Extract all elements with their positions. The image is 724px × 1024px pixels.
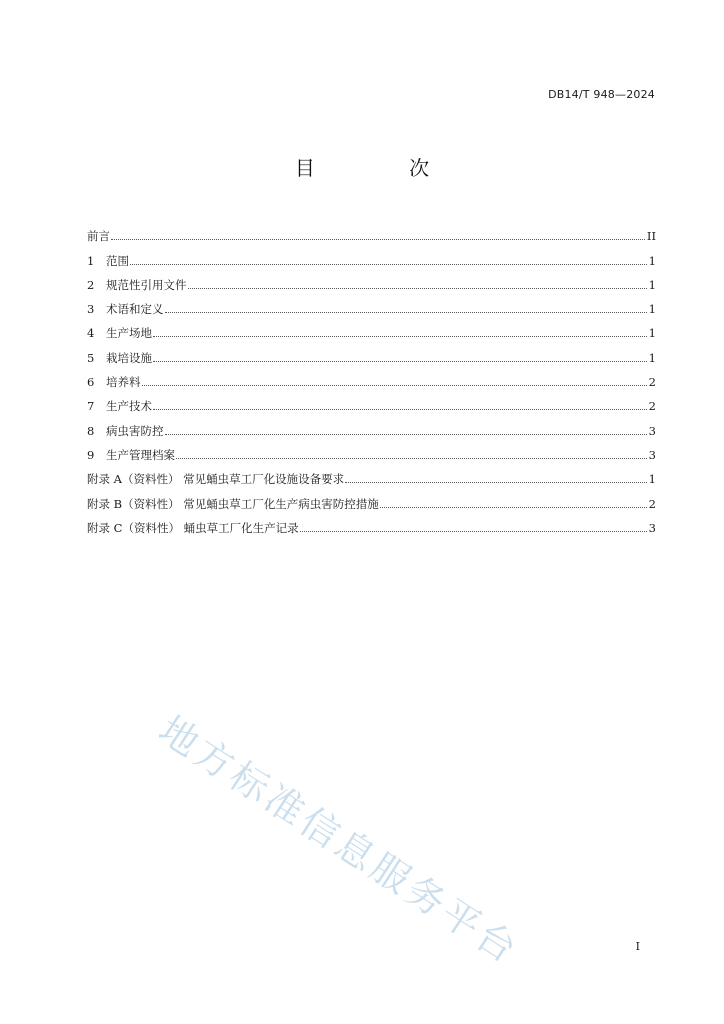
toc-dot-leader	[345, 482, 647, 483]
toc-entry-label: 术语和定义	[106, 302, 164, 317]
toc-entry-terms-definitions[interactable]	[87, 292, 656, 316]
toc-entry-page: 3	[648, 447, 656, 462]
toc-dot-leader	[380, 507, 647, 508]
toc-dot-leader	[111, 239, 645, 240]
watermark: 地方标准信息服务平台	[151, 707, 528, 974]
toc-entry-number: 9	[87, 447, 95, 462]
toc-entry-page: 1	[648, 350, 656, 365]
toc-entry-page: 1	[648, 472, 656, 487]
toc-entry-label: 范围	[106, 253, 129, 268]
toc-entry-appendix-b[interactable]	[87, 486, 656, 510]
toc-entry-label: 附录 A（资料性） 常见蛹虫草工厂化设施设备要求	[87, 472, 345, 487]
toc-entry-number: 5	[87, 350, 95, 365]
toc-entry-page: 1	[648, 253, 656, 268]
toc-dot-leader	[165, 312, 647, 313]
toc-entry-page: 2	[648, 496, 656, 511]
toc-entry-label: 规范性引用文件	[106, 277, 187, 292]
table-of-contents	[87, 219, 656, 535]
toc-entry-number: 6	[87, 375, 95, 390]
toc-entry-label: 培养料	[106, 375, 141, 390]
toc-entry-page: 2	[648, 399, 656, 414]
toc-dot-leader	[300, 531, 647, 532]
toc-entry-page: 3	[648, 423, 656, 438]
toc-entry-label: 前言	[87, 229, 110, 244]
toc-entry-number: 3	[87, 302, 95, 317]
toc-dot-leader	[176, 458, 647, 459]
standard-code: DB14/T 948—2024	[548, 88, 655, 101]
page-title: 目 次	[294, 156, 474, 180]
toc-entry-number: 7	[87, 399, 95, 414]
toc-entry-page: II	[646, 229, 656, 244]
toc-entry-label: 生产管理档案	[106, 447, 175, 462]
toc-entry-production-records[interactable]	[87, 438, 656, 462]
toc-entry-page: 2	[648, 375, 656, 390]
toc-dot-leader	[188, 288, 647, 289]
toc-entry-culture-medium[interactable]	[87, 365, 656, 389]
page-number: I	[635, 940, 640, 953]
toc-entry-production-site[interactable]	[87, 316, 656, 340]
toc-dot-leader	[153, 361, 647, 362]
toc-dot-leader	[153, 336, 647, 337]
toc-entry-label: 生产场地	[106, 326, 152, 341]
toc-entry-page: 3	[648, 520, 656, 535]
toc-entry-production-technology[interactable]	[87, 389, 656, 413]
toc-entry-label: 栽培设施	[106, 350, 152, 365]
toc-entry-pest-control[interactable]	[87, 413, 656, 437]
toc-entry-label: 生产技术	[106, 399, 152, 414]
toc-entry-page: 1	[648, 277, 656, 292]
toc-entry-number: 4	[87, 326, 95, 341]
toc-entry-normative-references[interactable]	[87, 268, 656, 292]
toc-dot-leader	[130, 264, 647, 265]
toc-entry-number: 1	[87, 253, 95, 268]
toc-entry-number: 8	[87, 423, 95, 438]
toc-entry-label: 病虫害防控	[106, 423, 164, 438]
toc-dot-leader	[165, 434, 647, 435]
toc-entry-appendix-a[interactable]	[87, 462, 656, 486]
toc-entry-foreword[interactable]	[87, 219, 656, 243]
toc-dot-leader	[142, 385, 647, 386]
toc-entry-number: 2	[87, 277, 95, 292]
toc-entry-cultivation-facilities[interactable]	[87, 340, 656, 364]
toc-entry-page: 1	[648, 302, 656, 317]
toc-entry-appendix-c[interactable]	[87, 511, 656, 535]
toc-entry-scope[interactable]	[87, 243, 656, 267]
toc-entry-label: 附录 C（资料性） 蛹虫草工厂化生产记录	[87, 520, 299, 535]
toc-entry-label: 附录 B（资料性） 常见蛹虫草工厂化生产病虫害防控措施	[87, 496, 379, 511]
toc-entry-page: 1	[648, 326, 656, 341]
toc-dot-leader	[153, 409, 647, 410]
